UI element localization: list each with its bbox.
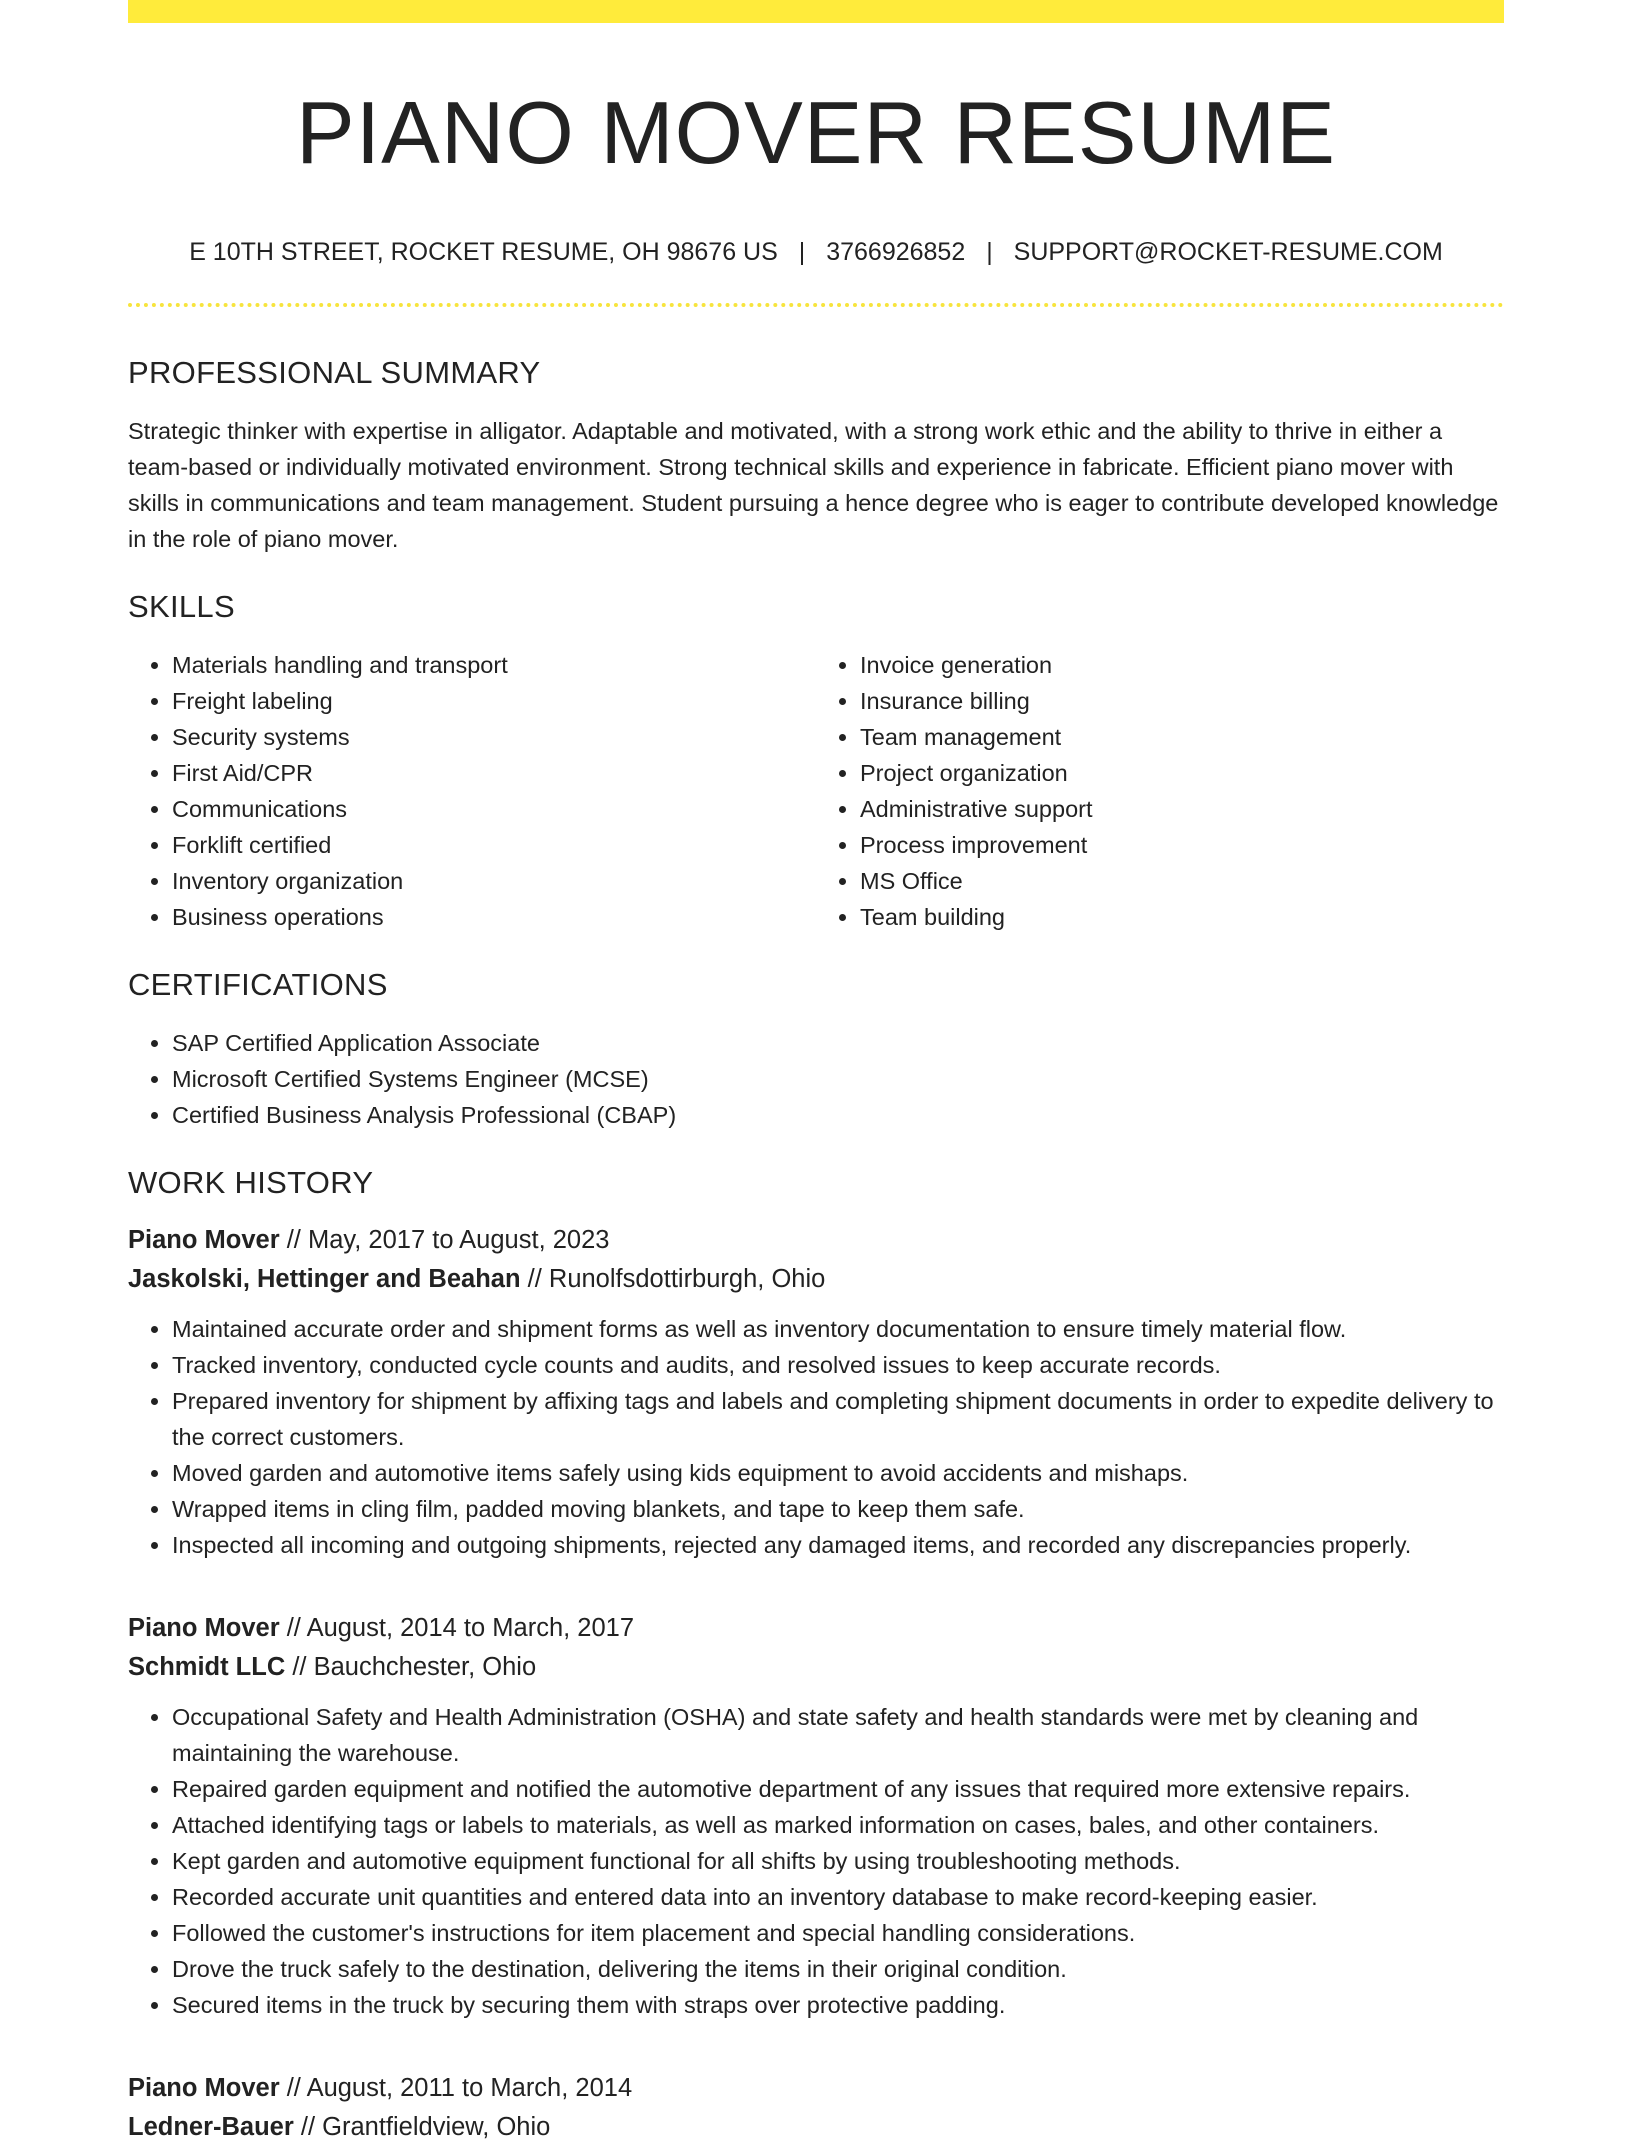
job-separator: // — [279, 2074, 307, 2102]
list-item: • Occupational Safety and Health Administration (OSHA) and state safety and health standards were met by cleaning and maintaining the warehouse. — [172, 1699, 1504, 1771]
skills-list-left — [128, 647, 816, 935]
job-company: Schmidt LLC — [128, 1653, 286, 1681]
accent-bar — [128, 0, 1504, 23]
list-item: • Freight labeling — [172, 683, 816, 719]
list-item: • Moved garden and automotive items safely using kids equipment to avoid accidents and mishaps. — [172, 1455, 1504, 1491]
job-company-line — [128, 1260, 1504, 1299]
list-item: • Communications — [172, 791, 816, 827]
work-history-section — [128, 1163, 1504, 2147]
job-company: Jaskolski, Hettinger and Beahan — [128, 1265, 521, 1293]
skills-heading: SKILLS — [128, 589, 235, 624]
list-item: • Project organization — [860, 755, 1504, 791]
summary-text: Strategic thinker with expertise in alligator. Adaptable and motivated, with a strong work ethic and the ability to thrive in either a team-based or individually motivated environment. Strong technical skills and experience in fabricate. Efficient piano mover with skills in communications and team management. Student pursuing a hence degree who is eager to contribute developed knowledge in the role of piano mover. — [128, 418, 1499, 552]
list-item: • First Aid/CPR — [172, 755, 816, 791]
list-item: • Prepared inventory for shipment by affixing tags and labels and completing shipment documents in order to expedite delivery to the correct customers. — [172, 1383, 1504, 1455]
list-item: • Business operations — [172, 899, 816, 935]
list-item: • MS Office — [860, 863, 1504, 899]
list-item: • Attached identifying tags or labels to materials, as well as marked information on cases, bales, and other containers. — [172, 1807, 1504, 1843]
certifications-heading: CERTIFICATIONS — [128, 967, 388, 1002]
job-location: Runolfsdottirburgh, Ohio — [548, 1265, 826, 1293]
job-entry — [128, 1609, 1504, 2023]
list-item: • Recorded accurate unit quantities and entered data into an inventory database to make record-keeping easier. — [172, 1879, 1504, 1915]
job-location: Bauchchester, Ohio — [313, 1653, 537, 1681]
job-entry — [128, 1221, 1504, 1563]
list-item: • Process improvement — [860, 827, 1504, 863]
list-item: • Insurance billing — [860, 683, 1504, 719]
job-bullets — [128, 1311, 1504, 1563]
job-company-line — [128, 2108, 1504, 2147]
skills-columns — [128, 627, 1504, 935]
list-item: • Secured items in the truck by securing them with straps over protective padding. — [172, 1987, 1504, 2023]
job-separator: // — [279, 1614, 307, 1642]
job-title-line — [128, 1221, 1504, 1260]
job-company: Ledner-Bauer — [128, 2113, 294, 2141]
contact-separator: | — [986, 238, 993, 266]
contact-separator: | — [798, 238, 806, 266]
list-item: • Security systems — [172, 719, 816, 755]
work-history-heading: WORK HISTORY — [128, 1165, 374, 1200]
job-separator: // — [279, 1226, 308, 1254]
job-entry — [128, 2069, 1504, 2147]
job-separator: // — [293, 2113, 323, 2141]
job-dates: August, 2014 to March, 2017 — [306, 1614, 635, 1642]
contact-address: E 10TH STREET, ROCKET RESUME, OH 98676 US — [189, 238, 778, 266]
list-item: • Invoice generation — [860, 647, 1504, 683]
certifications-section — [128, 965, 1504, 1133]
job-dates: August, 2011 to March, 2014 — [306, 2074, 633, 2102]
list-item: • Repaired garden equipment and notified the automotive department of any issues that required more extensive repairs. — [172, 1771, 1504, 1807]
job-bullets — [128, 1699, 1504, 2023]
list-item: • Tracked inventory, conducted cycle counts and audits, and resolved issues to keep accurate records. — [172, 1347, 1504, 1383]
list-item: • Wrapped items in cling film, padded moving blankets, and tape to keep them safe. — [172, 1491, 1504, 1527]
list-item: • Inventory organization — [172, 863, 816, 899]
contact-line — [128, 235, 1504, 269]
list-item: • Kept garden and automotive equipment functional for all shifts by using troubleshooting methods. — [172, 1843, 1504, 1879]
list-item: • Materials handling and transport — [172, 647, 816, 683]
summary-section — [128, 353, 1504, 557]
list-item: • Certified Business Analysis Professional (CBAP) — [172, 1097, 1504, 1133]
list-item: • Microsoft Certified Systems Engineer (MCSE) — [172, 1061, 1504, 1097]
job-separator: // — [285, 1653, 314, 1681]
job-title-line — [128, 2069, 1504, 2108]
list-item: • Team management — [860, 719, 1504, 755]
job-dates: May, 2017 to August, 2023 — [307, 1226, 610, 1254]
list-item: • SAP Certified Application Associate — [172, 1025, 1504, 1061]
list-item: • Maintained accurate order and shipment forms as well as inventory documentation to ensure timely material flow. — [172, 1311, 1504, 1347]
job-separator: // — [520, 1265, 549, 1293]
job-title: Piano Mover — [128, 1614, 280, 1642]
list-item: • Forklift certified — [172, 827, 816, 863]
contact-phone: 3766926852 — [826, 238, 966, 266]
list-item: • Team building — [860, 899, 1504, 935]
job-title: Piano Mover — [128, 2074, 280, 2102]
resume-page — [128, 0, 1504, 2147]
job-title-line — [128, 1609, 1504, 1648]
resume-title: PIANO MOVER RESUME — [296, 83, 1336, 182]
summary-heading: PROFESSIONAL SUMMARY — [128, 355, 541, 390]
list-item: • Inspected all incoming and outgoing shipments, rejected any damaged items, and recorded any discrepancies properly. — [172, 1527, 1504, 1563]
job-location: Grantfieldview, Ohio — [322, 2113, 551, 2141]
jobs-container — [128, 1221, 1504, 2147]
contact-email: SUPPORT@ROCKET-RESUME.COM — [1013, 238, 1443, 266]
job-title: Piano Mover — [128, 1226, 280, 1254]
list-item: • Drove the truck safely to the destination, delivering the items in their original condition. — [172, 1951, 1504, 1987]
skills-list-right — [816, 647, 1504, 935]
list-item: • Administrative support — [860, 791, 1504, 827]
header-divider — [128, 303, 1504, 307]
certifications-list — [128, 1025, 1504, 1133]
job-company-line — [128, 1648, 1504, 1687]
skills-section — [128, 587, 1504, 935]
list-item: • Followed the customer's instructions for item placement and special handling considerations. — [172, 1915, 1504, 1951]
